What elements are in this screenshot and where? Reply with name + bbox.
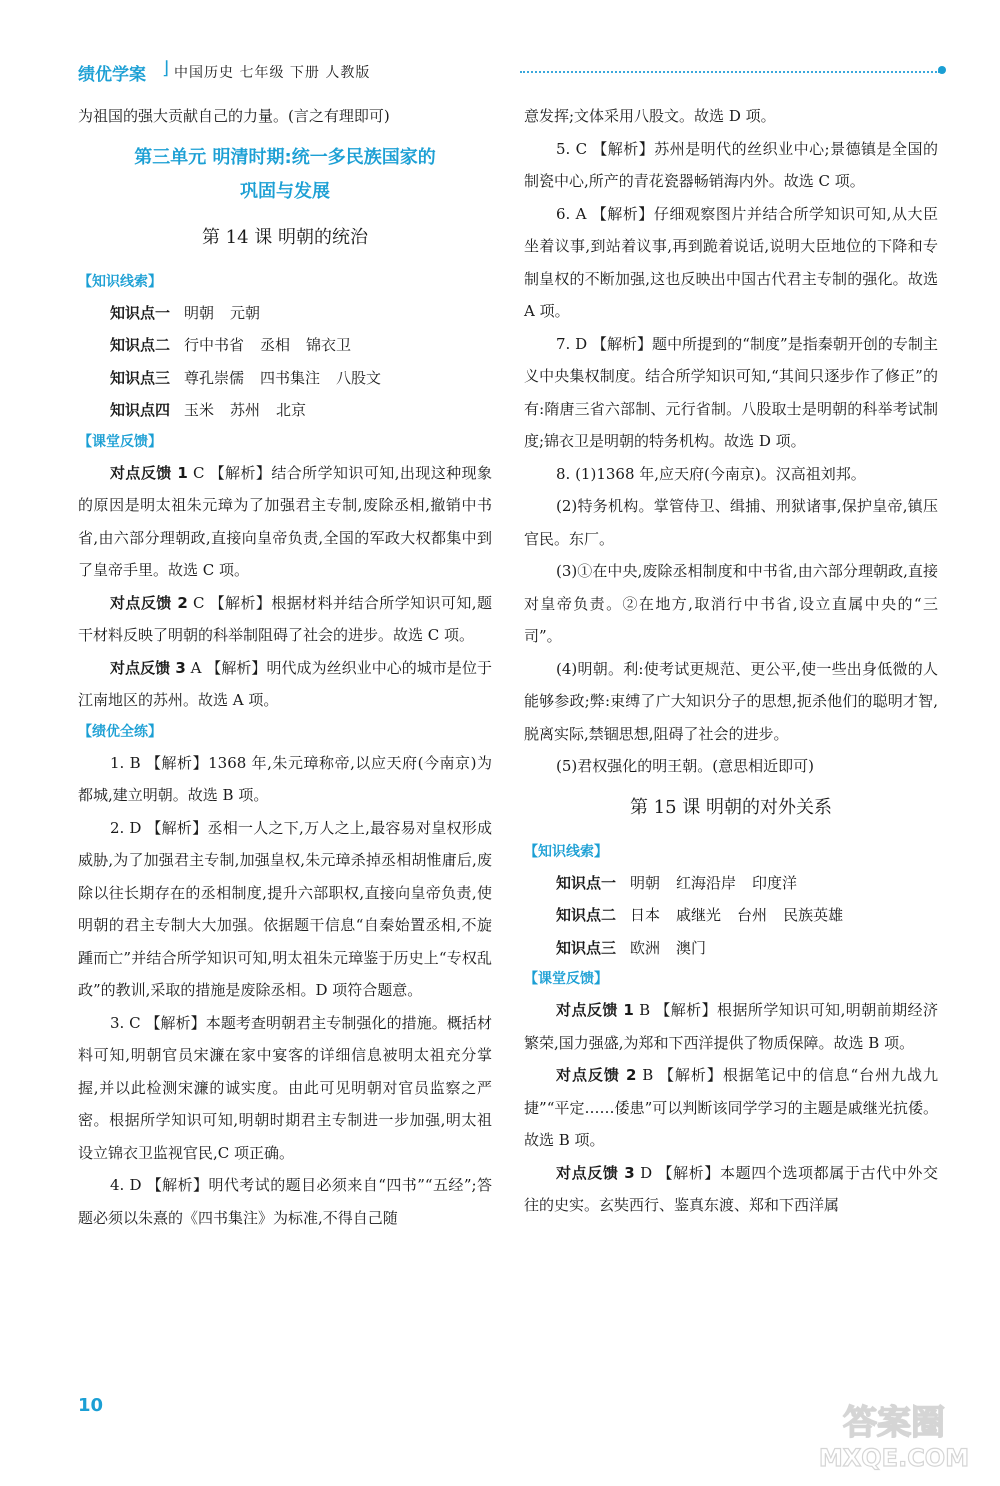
answer-item: (2)特务机构。掌管侍卫、缉捕、刑狱诸事,保护皇帝,镇压官民。东厂。 bbox=[524, 497, 938, 548]
page-number: 10 bbox=[78, 1395, 104, 1416]
answer-item: 6. A 【解析】仔细观察图片并结合所学知识可知,从大臣坐着议事,到站着议事,再到跪着说话,说明大臣地位的下降和专制皇权的不断加强,这也反映出中国古代君主专制的强化。故选 A 项。 bbox=[524, 204, 938, 320]
feedback-item: 对点反馈 1 B 【解析】根据所学知识可知,明朝前期经济繁荣,国力强盛,为郑和下西洋提供了物质保障。故选 B 项。 bbox=[524, 1001, 938, 1052]
knowledge-points bbox=[78, 297, 492, 427]
answer-item: (4)明朝。利:使考试更规范、更公平,使一些出身低微的人能够参政;弊:束缚了广大知识分子的思想,扼杀他们的聪明才智,脱离实际,禁锢思想,阻碍了社会的进步。 bbox=[524, 659, 938, 743]
feedback-item: 对点反馈 2 C 【解析】根据材料并结合所学知识可知,题干材料反映了明朝的科举制阻碍了社会的进步。故选 C 项。 bbox=[78, 593, 492, 644]
knowledge-point: 知识点二 行中书省 丞相 锦衣卫 bbox=[110, 336, 352, 354]
feedback-item: 对点反馈 3 A 【解析】明代成为丝织业中心的城市是位于江南地区的苏州。故选 A 项。 bbox=[78, 658, 492, 709]
answer-item: 1. B 【解析】1368 年,朱元璋称帝,以应天府(今南京)为都城,建立明朝。故选 B 项。 bbox=[78, 753, 492, 804]
continued-line: 为祖国的强大贡献自己的力量。(言之有理即可) bbox=[78, 107, 390, 125]
knowledge-point: 知识点三 欧洲 澳门 bbox=[556, 938, 707, 957]
right-column bbox=[524, 100, 938, 1222]
brand-title: 绩优学案 bbox=[78, 65, 146, 85]
unit-title-line2: 巩固与发展 bbox=[240, 180, 330, 202]
watermark-line2: MXQE.COM bbox=[818, 1444, 970, 1472]
watermark-line1: 答案圈 bbox=[843, 1403, 945, 1443]
header-dot bbox=[938, 66, 946, 74]
section-practice: 【绩优全练】 bbox=[78, 723, 162, 740]
feedback-item: 对点反馈 3 D 【解析】本题四个选项都属于古代中外交往的史实。玄奘西行、鉴真东渡、郑和下西洋属 bbox=[524, 1163, 938, 1214]
continued-line: 意发挥;文体采用八股文。故选 D 项。 bbox=[524, 107, 776, 125]
answer-item: (5)君权强化的明王朝。(意思相近即可) bbox=[556, 757, 814, 775]
section-knowledge: 【知识线索】 bbox=[524, 843, 608, 860]
feedback-item: 对点反馈 1 C 【解析】结合所学知识可知,出现这种现象的原因是明太祖朱元璋为了加强君主专制,废除丞相,撤销中书省,由六部分理朝政,直接向皇帝负责,全国的军政大权都集中到了皇帝手里。故选 C 项。 bbox=[78, 463, 492, 579]
header-dotted-rule bbox=[520, 71, 940, 73]
answer-item: 5. C 【解析】苏州是明代的丝织业中心;景德镇是全国的制瓷中心,所产的青花瓷器畅销海内外。故选 C 项。 bbox=[524, 139, 938, 190]
brand-bracket: ⌋ bbox=[162, 58, 170, 79]
unit-title bbox=[78, 141, 492, 209]
book-subtitle: 中国历史 七年级 下册 人教版 bbox=[174, 65, 371, 81]
section-knowledge: 【知识线索】 bbox=[78, 273, 162, 290]
knowledge-point: 知识点一 明朝 红海沿岸 印度洋 bbox=[556, 873, 798, 892]
knowledge-point: 知识点三 尊孔崇儒 四书集注 八股文 bbox=[110, 368, 382, 387]
answer-item: 8. (1)1368 年,应天府(今南京)。汉高祖刘邦。 bbox=[556, 464, 866, 483]
answer-item: 3. C 【解析】本题考查明朝君主专制强化的措施。概括材料可知,明朝官员宋濂在家中宴客的详细信息被明太祖充分掌握,并以此检测宋濂的诚实度。由此可见明朝对官员监察之严密。根据所学知识可知,明朝时期君主专制进一步加强,明太祖设立锦衣卫监视官民,C 项正确。 bbox=[78, 1013, 492, 1162]
lesson-15-title: 第 15 课 明朝的对外关系 bbox=[629, 796, 833, 818]
lesson-14-title: 第 14 课 明朝的统治 bbox=[201, 226, 369, 248]
answer-item: 7. D 【解析】题中所提到的“制度”是指秦朝开创的专制主义中央集权制度。结合所学知识可知,“其间只逐步作了修正”的有:隋唐三省六部制、元行省制。八股取士是明朝的科举考试制度;锦衣卫是明朝的特务机构。故选 D 项。 bbox=[524, 334, 938, 450]
answer-item: 4. D 【解析】明代考试的题目必须来自“四书”“五经”;答题必须以朱熹的《四书集注》为标准,不得自己随 bbox=[78, 1176, 492, 1227]
unit-title-line1: 第三单元 明清时期:统一多民族国家的 bbox=[134, 146, 436, 168]
answer-item: 2. D 【解析】丞相一人之下,万人之上,最容易对皇权形成威胁,为了加强君主专制,加强皇权,朱元璋杀掉丞相胡惟庸后,废除以往长期存在的丞相制度,提升六部职权,直接向皇帝负责,使明朝的君主专制大大加强。依据题干信息“自秦始置丞相,不旋踵而亡”并结合所学知识可知,明太祖朱元璋鉴于历史上“专权乱政”的教训,采取的措施是废除丞相。D 项符合题意。 bbox=[78, 818, 492, 999]
watermark-logo bbox=[804, 1394, 984, 1474]
answer-item: (3)①在中央,废除丞相制度和中书省,由六部分理朝政,直接对皇帝负责。②在地方,取消行中书省,设立直属中央的“三司”。 bbox=[524, 562, 938, 645]
section-class-feedback: 【课堂反馈】 bbox=[524, 971, 608, 987]
knowledge-point: 知识点二 日本 戚继光 台州 民族英雄 bbox=[556, 906, 844, 924]
section-class-feedback: 【课堂反馈】 bbox=[78, 433, 162, 450]
knowledge-point: 知识点一 明朝 元朝 bbox=[110, 303, 261, 322]
feedback-item: 对点反馈 2 B 【解析】根据笔记中的信息“台州九战九捷”“平定……倭患”可以判断该同学学习的主题是戚继光抗倭。故选 B 项。 bbox=[524, 1066, 938, 1149]
knowledge-points bbox=[524, 867, 938, 965]
page-header bbox=[78, 58, 948, 88]
knowledge-point: 知识点四 玉米 苏州 北京 bbox=[110, 401, 307, 419]
left-column bbox=[78, 100, 492, 1234]
